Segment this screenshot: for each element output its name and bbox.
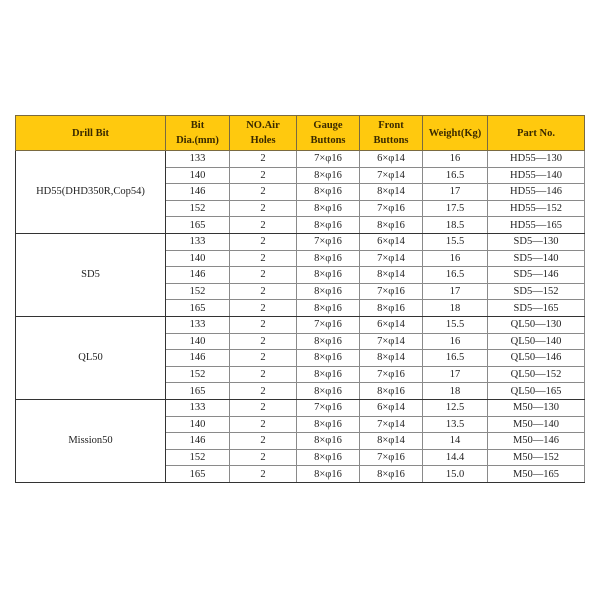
front-buttons-cell: 7×φ14 <box>360 416 423 433</box>
weight-cell: 18 <box>423 300 488 317</box>
air-holes-cell: 2 <box>230 366 297 383</box>
part-no-cell: QL50—146 <box>488 350 585 367</box>
front-buttons-cell: 6×φ14 <box>360 151 423 168</box>
air-holes-cell: 2 <box>230 151 297 168</box>
front-buttons-cell: 8×φ16 <box>360 300 423 317</box>
drill-bit-model-cell: SD5 <box>16 233 166 316</box>
front-buttons-cell: 8×φ14 <box>360 267 423 284</box>
bit-dia-cell: 152 <box>166 283 230 300</box>
front-buttons-cell: 6×φ14 <box>360 316 423 333</box>
gauge-buttons-cell: 8×φ16 <box>297 283 360 300</box>
front-buttons-cell: 7×φ16 <box>360 449 423 466</box>
part-no-cell: SD5—146 <box>488 267 585 284</box>
weight-cell: 16 <box>423 333 488 350</box>
air-holes-cell: 2 <box>230 250 297 267</box>
bit-dia-cell: 165 <box>166 300 230 317</box>
air-holes-cell: 2 <box>230 316 297 333</box>
air-holes-cell: 2 <box>230 466 297 483</box>
air-holes-cell: 2 <box>230 333 297 350</box>
header-text-line: Holes <box>250 135 276 146</box>
part-no-cell: M50—146 <box>488 433 585 450</box>
front-buttons-cell: 6×φ14 <box>360 399 423 416</box>
table-row <box>16 151 585 168</box>
gauge-buttons-cell: 7×φ16 <box>297 233 360 250</box>
front-buttons-cell: 7×φ16 <box>360 200 423 217</box>
weight-cell: 15.5 <box>423 233 488 250</box>
bit-dia-cell: 146 <box>166 350 230 367</box>
air-holes-cell: 2 <box>230 200 297 217</box>
bit-dia-cell: 146 <box>166 184 230 201</box>
weight-cell: 17 <box>423 366 488 383</box>
front-buttons-cell: 7×φ16 <box>360 366 423 383</box>
bit-dia-cell: 140 <box>166 416 230 433</box>
front-buttons-cell: 8×φ16 <box>360 217 423 234</box>
part-no-cell: M50—140 <box>488 416 585 433</box>
table-row <box>16 233 585 250</box>
gauge-buttons-cell: 8×φ16 <box>297 200 360 217</box>
air-holes-cell: 2 <box>230 350 297 367</box>
bit-dia-cell: 165 <box>166 217 230 234</box>
header-text-line: Bit <box>190 120 205 131</box>
weight-cell: 18 <box>423 383 488 400</box>
air-holes-cell: 2 <box>230 217 297 234</box>
gauge-buttons-cell: 8×φ16 <box>297 250 360 267</box>
part-no-cell: QL50—130 <box>488 316 585 333</box>
part-no-cell: M50—165 <box>488 466 585 483</box>
gauge-buttons-cell: 8×φ16 <box>297 466 360 483</box>
gauge-buttons-cell: 8×φ16 <box>297 416 360 433</box>
drill-bit-model-cell: HD55(DHD350R,Cop54) <box>16 151 166 234</box>
air-holes-cell: 2 <box>230 300 297 317</box>
part-no-cell: HD55—140 <box>488 167 585 184</box>
bit-dia-cell: 133 <box>166 151 230 168</box>
drill-bit-model-cell: Mission50 <box>16 399 166 482</box>
header-text-line: Gauge <box>313 120 343 131</box>
gauge-buttons-cell: 8×φ16 <box>297 184 360 201</box>
bit-dia-cell: 146 <box>166 433 230 450</box>
front-buttons-cell: 7×φ14 <box>360 167 423 184</box>
front-buttons-cell: 8×φ14 <box>360 350 423 367</box>
front-buttons-cell: 7×φ16 <box>360 283 423 300</box>
bit-dia-cell: 165 <box>166 466 230 483</box>
header-text-line: Drill Bit <box>71 127 110 139</box>
weight-cell: 16.5 <box>423 350 488 367</box>
air-holes-cell: 2 <box>230 184 297 201</box>
gauge-buttons-cell: 7×φ16 <box>297 399 360 416</box>
bit-dia-cell: 140 <box>166 250 230 267</box>
header-text-line: Part No. <box>517 127 555 139</box>
weight-cell: 14 <box>423 433 488 450</box>
bit-dia-cell: 152 <box>166 449 230 466</box>
table-body <box>16 151 585 483</box>
air-holes-cell: 2 <box>230 267 297 284</box>
header-part-no <box>488 116 585 151</box>
weight-cell: 17 <box>423 283 488 300</box>
part-no-cell: M50—152 <box>488 449 585 466</box>
gauge-buttons-cell: 8×φ16 <box>297 449 360 466</box>
air-holes-cell: 2 <box>230 399 297 416</box>
drill-bit-spec-table <box>15 115 585 483</box>
header-text-line: Buttons <box>373 135 409 146</box>
part-no-cell: QL50—165 <box>488 383 585 400</box>
bit-dia-cell: 140 <box>166 333 230 350</box>
air-holes-cell: 2 <box>230 416 297 433</box>
gauge-buttons-cell: 8×φ16 <box>297 167 360 184</box>
part-no-cell: QL50—152 <box>488 366 585 383</box>
front-buttons-cell: 7×φ14 <box>360 250 423 267</box>
air-holes-cell: 2 <box>230 167 297 184</box>
header-bit-dia <box>166 116 230 151</box>
header-row <box>16 116 585 151</box>
weight-cell: 16 <box>423 151 488 168</box>
weight-cell: 15.5 <box>423 316 488 333</box>
drill-bit-model-cell: QL50 <box>16 316 166 399</box>
gauge-buttons-cell: 8×φ16 <box>297 267 360 284</box>
part-no-cell: SD5—130 <box>488 233 585 250</box>
gauge-buttons-cell: 7×φ16 <box>297 151 360 168</box>
weight-cell: 14.4 <box>423 449 488 466</box>
front-buttons-cell: 8×φ14 <box>360 184 423 201</box>
weight-cell: 13.5 <box>423 416 488 433</box>
bit-dia-cell: 133 <box>166 233 230 250</box>
part-no-cell: HD55—152 <box>488 200 585 217</box>
header-drill-bit <box>16 116 166 151</box>
header-front-buttons <box>360 116 423 151</box>
gauge-buttons-cell: 8×φ16 <box>297 433 360 450</box>
gauge-buttons-cell: 8×φ16 <box>297 217 360 234</box>
air-holes-cell: 2 <box>230 449 297 466</box>
gauge-buttons-cell: 8×φ16 <box>297 333 360 350</box>
part-no-cell: QL50—140 <box>488 333 585 350</box>
header-weight <box>423 116 488 151</box>
part-no-cell: SD5—140 <box>488 250 585 267</box>
header-text-line: Front <box>378 120 404 131</box>
weight-cell: 16.5 <box>423 167 488 184</box>
bit-dia-cell: 146 <box>166 267 230 284</box>
front-buttons-cell: 6×φ14 <box>360 233 423 250</box>
part-no-cell: SD5—152 <box>488 283 585 300</box>
weight-cell: 17 <box>423 184 488 201</box>
air-holes-cell: 2 <box>230 233 297 250</box>
air-holes-cell: 2 <box>230 283 297 300</box>
weight-cell: 16 <box>423 250 488 267</box>
weight-cell: 12.5 <box>423 399 488 416</box>
gauge-buttons-cell: 8×φ16 <box>297 300 360 317</box>
part-no-cell: SD5—165 <box>488 300 585 317</box>
gauge-buttons-cell: 8×φ16 <box>297 350 360 367</box>
table-row <box>16 316 585 333</box>
bit-dia-cell: 152 <box>166 200 230 217</box>
bit-dia-cell: 133 <box>166 316 230 333</box>
bit-dia-cell: 165 <box>166 383 230 400</box>
air-holes-cell: 2 <box>230 383 297 400</box>
bit-dia-cell: 133 <box>166 399 230 416</box>
table-row <box>16 399 585 416</box>
header-air-holes <box>230 116 297 151</box>
header-text-line: NO.Air <box>246 120 280 131</box>
weight-cell: 18.5 <box>423 217 488 234</box>
front-buttons-cell: 7×φ14 <box>360 333 423 350</box>
part-no-cell: HD55—146 <box>488 184 585 201</box>
header-text-line: Buttons <box>310 135 346 146</box>
gauge-buttons-cell: 8×φ16 <box>297 383 360 400</box>
header-gauge-buttons <box>297 116 360 151</box>
bit-dia-cell: 152 <box>166 366 230 383</box>
front-buttons-cell: 8×φ16 <box>360 383 423 400</box>
weight-cell: 15.0 <box>423 466 488 483</box>
weight-cell: 16.5 <box>423 267 488 284</box>
air-holes-cell: 2 <box>230 433 297 450</box>
bit-dia-cell: 140 <box>166 167 230 184</box>
part-no-cell: HD55—165 <box>488 217 585 234</box>
weight-cell: 17.5 <box>423 200 488 217</box>
gauge-buttons-cell: 7×φ16 <box>297 316 360 333</box>
part-no-cell: HD55—130 <box>488 151 585 168</box>
front-buttons-cell: 8×φ16 <box>360 466 423 483</box>
front-buttons-cell: 8×φ14 <box>360 433 423 450</box>
header-text-line: Weight(Kg) <box>428 127 482 139</box>
part-no-cell: M50—130 <box>488 399 585 416</box>
gauge-buttons-cell: 8×φ16 <box>297 366 360 383</box>
header-text-line: Dia.(mm) <box>176 135 219 146</box>
